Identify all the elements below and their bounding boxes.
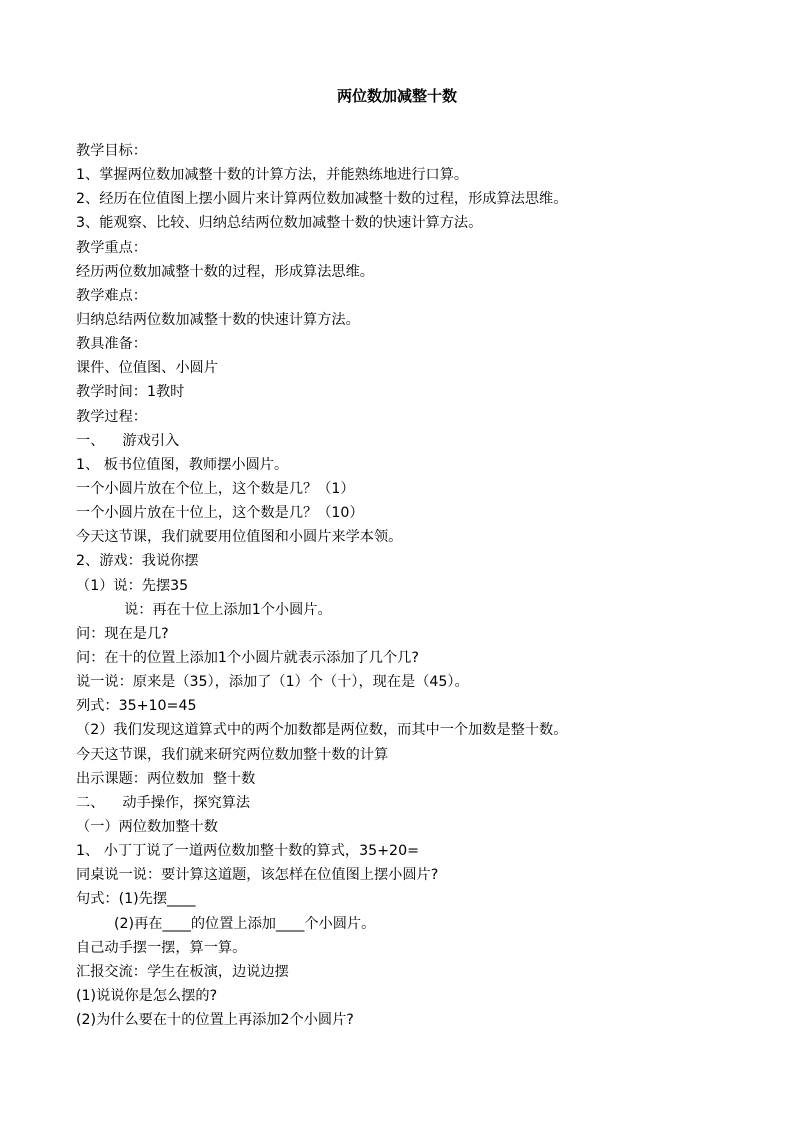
paragraph: 问：现在是几?	[76, 625, 169, 642]
paragraph: 说：再在十位上添加1个小圆片。	[124, 601, 332, 618]
equation-line: 列式：35+10=45	[76, 698, 197, 715]
paragraph: 1、 小丁丁说了一道两位数加整十数的算式，35+20=	[76, 843, 419, 860]
paragraph: 课件、位值图、小圆片	[76, 360, 218, 377]
paragraph: 自己动手摆一摆，算一算。	[76, 939, 247, 956]
paragraph: 教学时间：1教时	[76, 384, 185, 401]
paragraph: 经历两位数加减整十数的过程，形成算法思维。	[76, 263, 374, 280]
paragraph: 一个小圆片放在十位上，这个数是几？（10）	[76, 505, 364, 522]
paragraph: 2、游戏：我说你摆	[76, 553, 199, 570]
section-heading: 教学难点：	[76, 287, 147, 304]
paragraph: 句式：(1)先摆____	[76, 891, 196, 908]
paragraph: 同桌说一说：要计算这道题，该怎样在位值图上摆小圆片?	[76, 867, 439, 884]
part-heading: 二、 动手操作，探究算法	[76, 794, 251, 811]
subsection-heading: （一）两位数加整十数	[76, 818, 218, 835]
paragraph: 今天这节课，我们就来研究两位数加整十数的计算	[76, 746, 389, 763]
section-heading: 教学过程：	[76, 408, 147, 425]
objective-item: 2、经历在位值图上摆小圆片来计算两位数加减整十数的过程，形成算法思维。	[76, 191, 568, 208]
paragraph: (2)为什么要在十的位置上再添加2个小圆片?	[76, 1012, 354, 1029]
section-heading: 教学目标：	[76, 143, 147, 159]
paragraph: （2）我们发现这道算式中的两个加数都是两位数，而其中一个加数是整十数。	[76, 722, 568, 739]
paragraph: 今天这节课，我们就要用位值图和小圆片来学本领。	[76, 529, 403, 546]
section-heading: 教具准备：	[76, 336, 147, 353]
paragraph: 汇报交流：学生在板演，边说边摆	[76, 963, 289, 980]
part-heading: 一、 游戏引入	[76, 432, 180, 449]
section-heading: 教学重点：	[76, 239, 147, 256]
paragraph: 问：在十的位置上添加1个小圆片就表示添加了几个几?	[76, 649, 419, 666]
paragraph: （1）说：先摆35	[76, 577, 189, 594]
document-title: 两位数加减整十数	[336, 87, 457, 105]
paragraph: 一个小圆片放在个位上，这个数是几？（1）	[76, 480, 355, 497]
paragraph: 归纳总结两位数加减整十数的快速计算方法。	[76, 311, 360, 328]
paragraph: 出示课题：两位数加 整十数	[76, 770, 256, 787]
objective-item: 1、掌握两位数加减整十数的计算方法，并能熟练地进行口算。	[76, 167, 469, 184]
paragraph: (2)再在____的位置上添加____个小圆片。	[114, 915, 376, 932]
paragraph: 1、 板书位值图，教师摆小圆片。	[76, 456, 289, 473]
objective-item: 3、能观察、比较、归纳总结两位数加减整十数的快速计算方法。	[76, 215, 483, 232]
document-body	[76, 139, 756, 1032]
paragraph: (1)说说你是怎么摆的?	[76, 987, 218, 1004]
paragraph: 说一说：原来是（35），添加了（1）个（十），现在是（45）。	[76, 674, 469, 691]
